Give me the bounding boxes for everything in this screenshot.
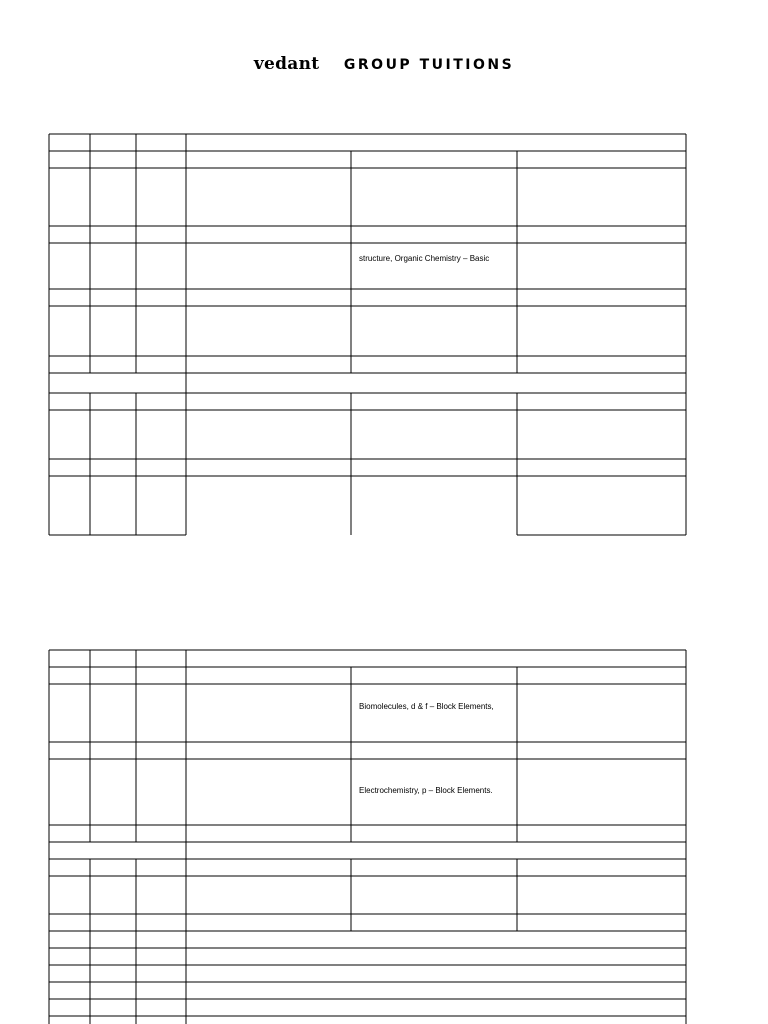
brand-logo: vedant bbox=[253, 54, 320, 74]
table-cell: Biomolecules, d & f – Block Elements, bbox=[359, 702, 494, 711]
page-title: GROUP TUITIONS bbox=[343, 57, 515, 73]
table-cell: structure, Organic Chemistry – Basic bbox=[359, 254, 490, 263]
table-cell: Electrochemistry, p – Block Elements. bbox=[359, 786, 493, 795]
